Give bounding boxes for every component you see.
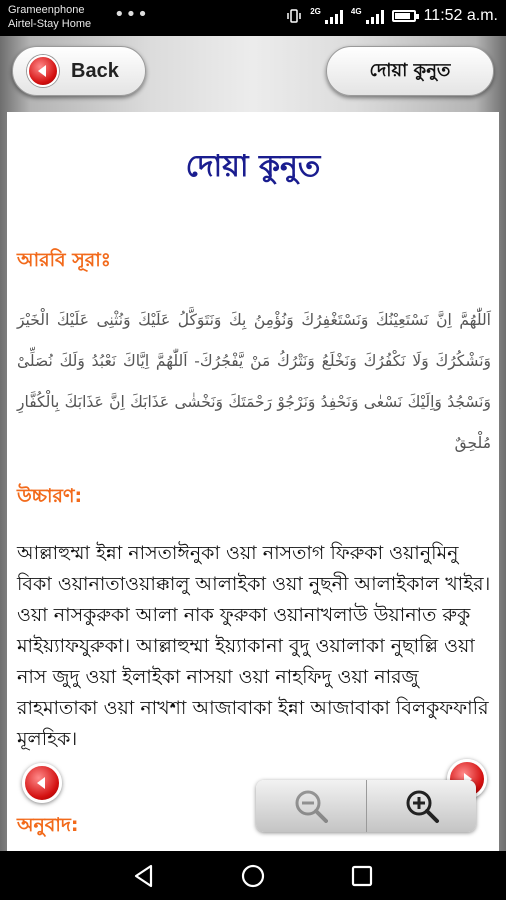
nav-back-button[interactable] (124, 856, 164, 896)
status-icons (286, 7, 498, 25)
page-title: দোয়া কুনুত (185, 149, 321, 184)
status-bar (0, 0, 506, 36)
circle-home-icon (240, 863, 266, 889)
battery-icon (392, 10, 416, 22)
app-header (0, 36, 506, 112)
zoom-out-icon (293, 788, 329, 824)
zoom-in-button[interactable] (366, 780, 476, 832)
signal-icon (325, 8, 343, 24)
zoom-in-icon (404, 788, 440, 824)
left-arrow-circle-icon (27, 55, 59, 87)
carrier-secondary: Airtel-Stay Home (8, 18, 92, 30)
network-type-1: 2G (310, 7, 321, 16)
arabic-text: اَللّٰهُمَّ اِنَّ نَسْتَعِيْنُكَ وَنَسْتَغْفِرُكَ وَنُؤْمِنُ بِكَ وَنَتَوَكَّلُ عَلَيْكَ وَنُثْنِى عَلَيْكَ الْخَيْرَ وَنَشْكُرُكَ وَلَا نَكْفُرُكَ وَنَخْلَعُ وَنَتْرُكُ مَنْ يَّفْجُرُكَ- اَللّٰهُمَّ اِيَّاكَ نَعْبُدُ وَلَكَ نُصَلِّىْ وَنَسْجُدُ وَاِلَيْكَ نَسْعٰى وَنَحْفِدُ وَنَرْجُوْ رَحْمَتَكَ وَنَخْشٰى عَذَابَكَ اِنَّ عَذَابَكَ بِالْكُفَّارِ مُلْحِقٌ (17, 311, 491, 452)
title-button[interactable]: দোয়া কুনুত (326, 46, 494, 96)
network-type-2: 4G (350, 7, 362, 16)
system-nav-bar (0, 851, 506, 900)
zoom-controls (256, 780, 476, 832)
nav-home-button[interactable] (233, 856, 273, 896)
app-screen (0, 36, 506, 851)
arabic-heading: আরবি সূরাঃ (17, 249, 111, 271)
clock: 11:52 a.m. (423, 7, 498, 24)
back-button-label: Back (71, 59, 119, 82)
battery-fill (395, 13, 410, 19)
content-card[interactable] (7, 112, 499, 851)
left-arrow-icon (34, 775, 50, 791)
pronunciation-text: আল্লাহুম্মা ইন্না নাসতাঈনুকা ওয়া নাসতাগ ফিরুকা ওয়ানুমিনু বিকা ওয়ানাতাওয়াক্কালু আলাইকা ওয়া নুছনী আলাইকাল খাইর। ওয়া নাসকুরুকা আলা নাক ফুরুকা ওয়ানাখলাউ উয়ানাত রুকু মাইয়্যাফযুরুকা। আল্লাহুম্মা ইয়্যাকানা বুদু ওয়ালাকা নুছাল্লি ওয়া নাস জুদু ওয়া ইলাইকা নাসয়া ওয়া নাহফিদু ওয়া নারজু রাহমাতাকা ওয়া নাখশা আজাবাকা ইন্না আজাবাকা বিলকুফফারি মূলহিক। (17, 542, 491, 750)
vibrate-icon (286, 8, 302, 24)
carrier-info (8, 3, 91, 31)
zoom-out-button[interactable] (256, 780, 366, 832)
previous-page-button[interactable] (22, 763, 62, 803)
signal-icon (366, 8, 384, 24)
pronunciation-heading: উচ্চারণ: (17, 485, 83, 507)
back-button[interactable] (12, 46, 146, 96)
translation-heading: অনুবাদ: (17, 814, 79, 836)
nav-recent-button[interactable] (342, 856, 382, 896)
triangle-back-icon (131, 863, 157, 889)
notification-overflow-icon: ••• (114, 4, 149, 25)
carrier-primary: Grameenphone (8, 4, 85, 16)
square-recent-icon (349, 863, 375, 889)
